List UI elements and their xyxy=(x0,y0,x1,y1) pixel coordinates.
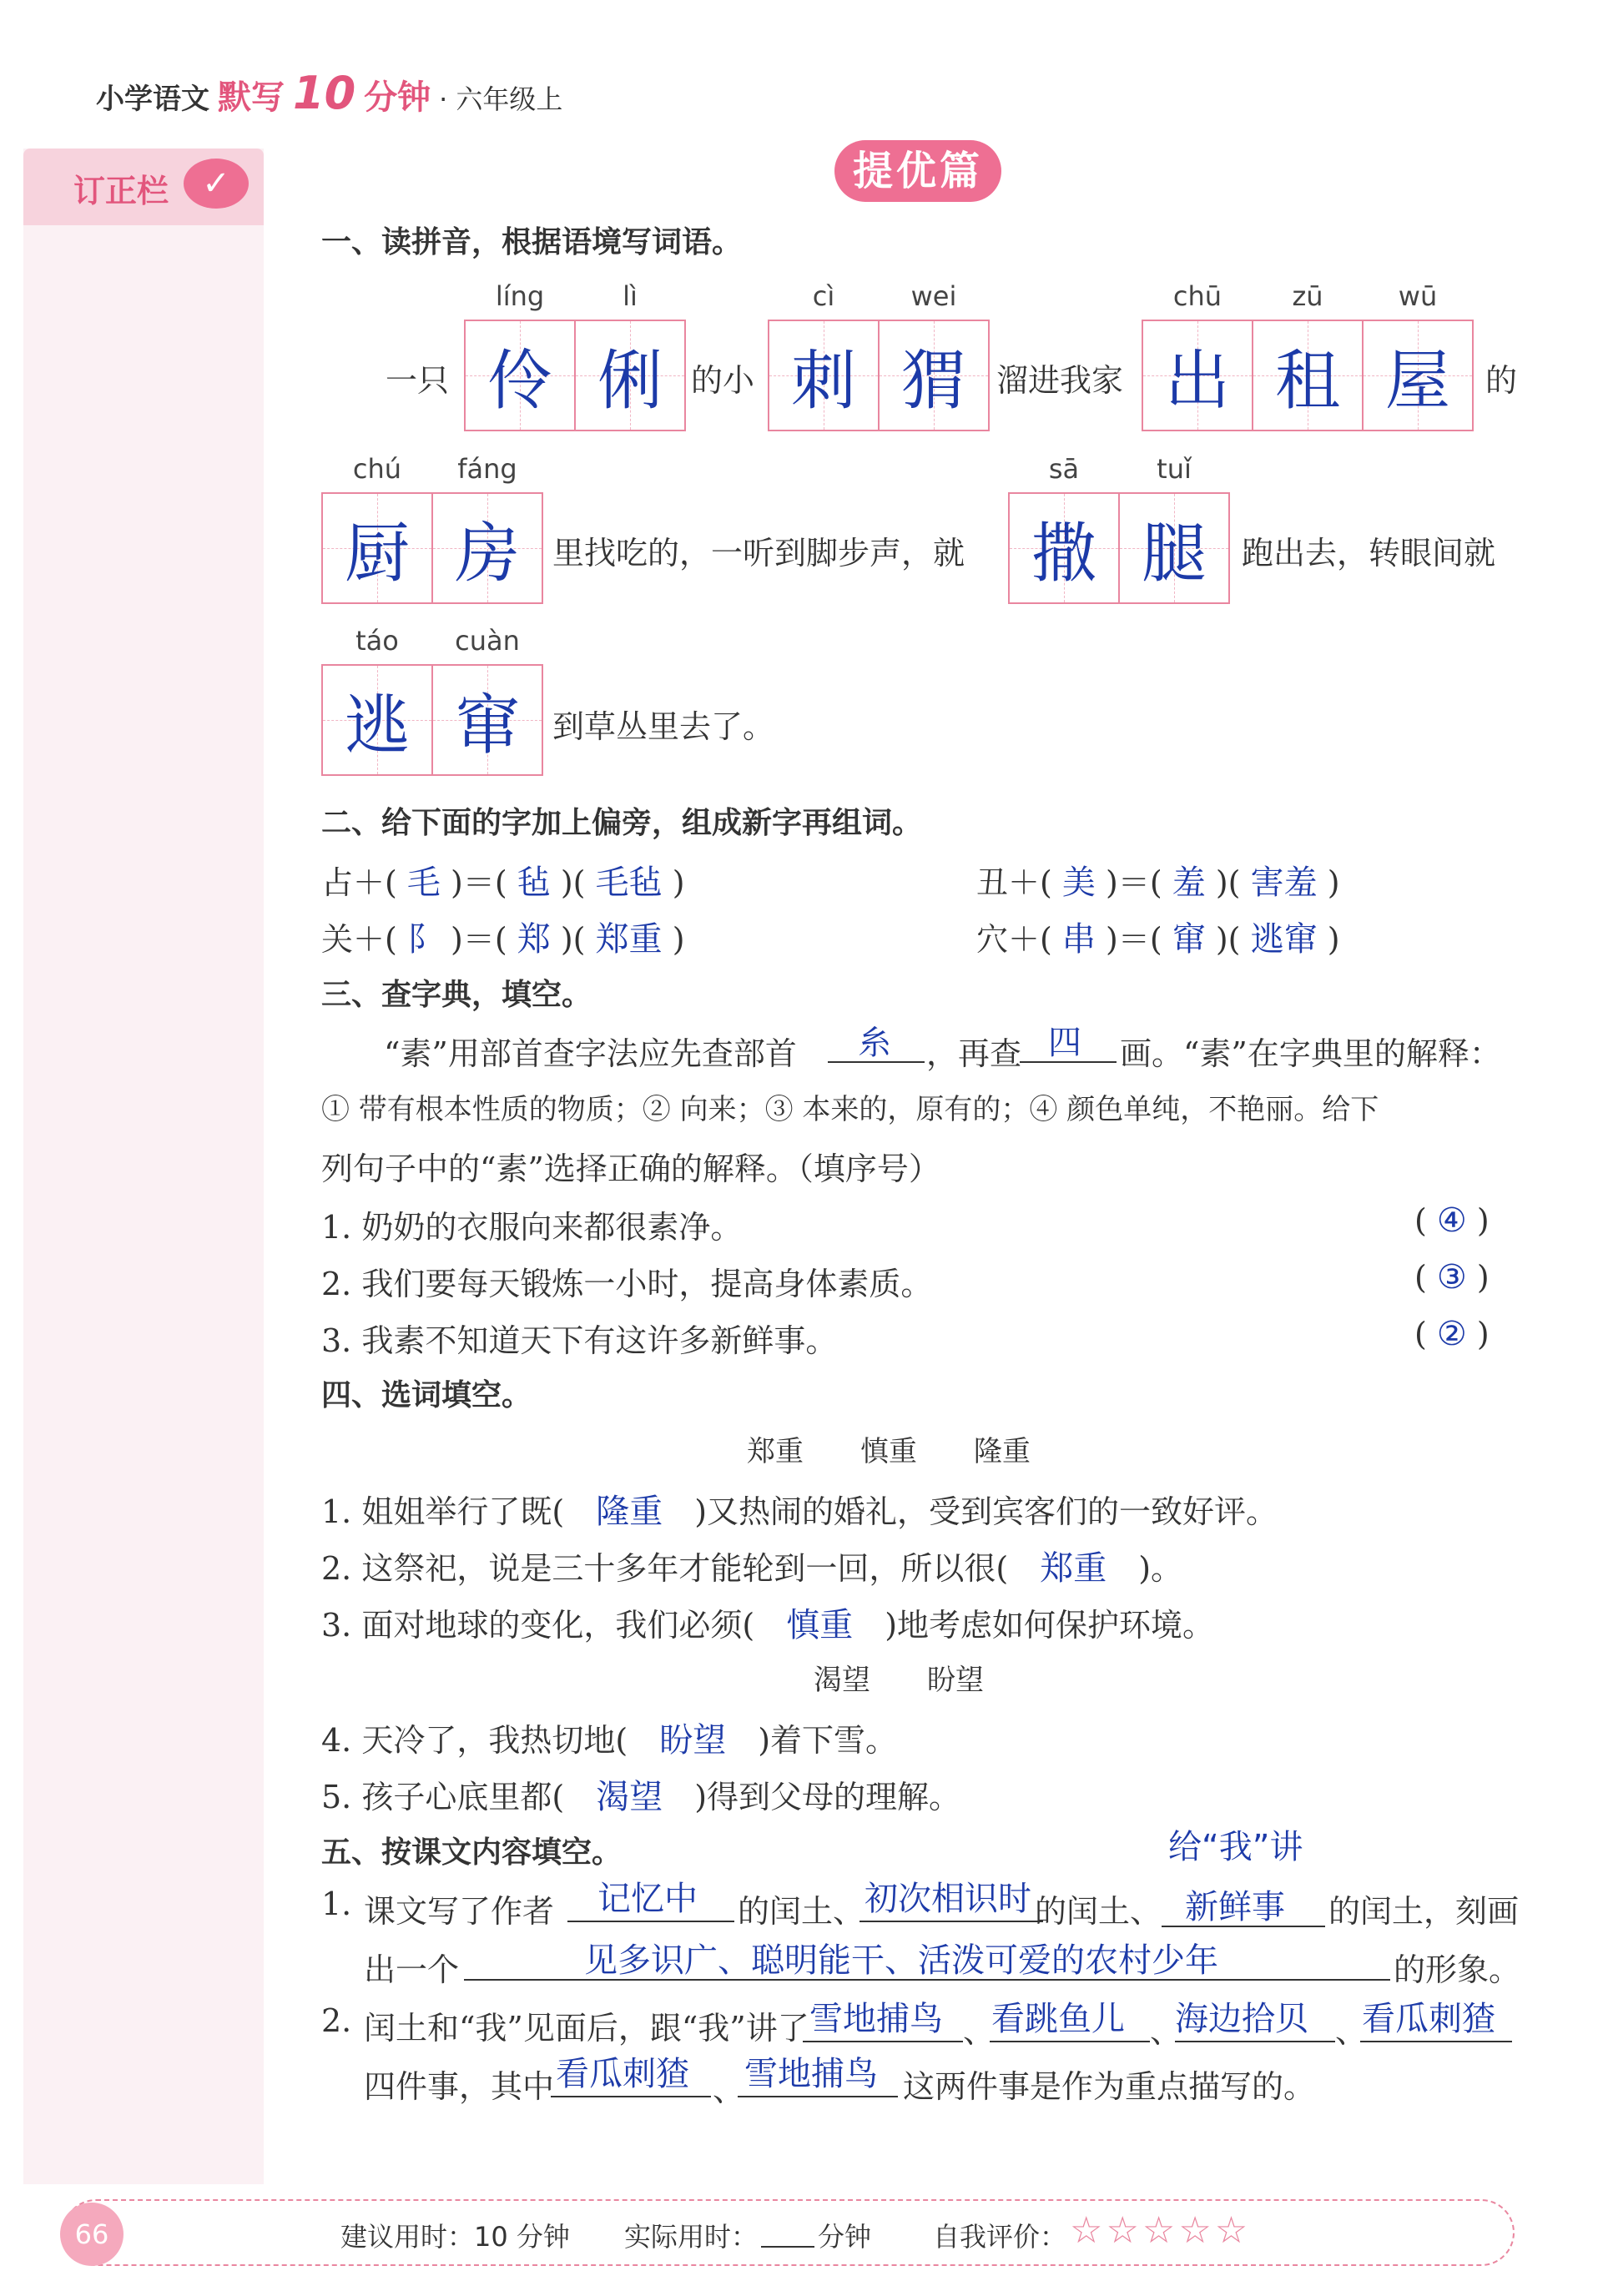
s4-options-2: 渴望 盼望 xyxy=(814,1664,984,1697)
s5-l4b: 这两件事是作为重点描写的。 xyxy=(903,2068,1316,2105)
actual-time-label: 实际用时： xyxy=(624,2221,759,2253)
s3-item-1-answer: ( ④ ) xyxy=(1414,1201,1490,1240)
s1-title: 一、读拼音，根据语境写词语。 xyxy=(321,225,743,259)
answer: 看瓜刺猹 xyxy=(1362,2000,1495,2038)
answer: 新鲜事 xyxy=(1185,1888,1285,1926)
answer: 逃窜 xyxy=(1250,920,1318,959)
s4-options-1: 郑重 慎重 隆重 xyxy=(747,1435,1031,1468)
s3-p1b: ，再查 xyxy=(926,1035,1022,1072)
answer-char: 刺 xyxy=(790,344,856,419)
s1-mid3: 里找吃的，一听到脚步声，就 xyxy=(552,535,965,571)
answer-char: 租 xyxy=(1274,344,1340,419)
correction-label: 订正栏 xyxy=(73,173,169,209)
s4-item-4: 4. 天冷了，我热切地( 盼望 )着下雪。 xyxy=(321,1721,898,1760)
char-box xyxy=(431,664,543,776)
sep: 、 xyxy=(713,2072,745,2108)
s5-l2b: 的形象。 xyxy=(1394,1951,1521,1988)
s5-title: 五、按课文内容填空。 xyxy=(321,1835,623,1870)
answer: 雪地捕鸟 xyxy=(809,2000,943,2038)
pinyin: tuǐ xyxy=(1157,453,1192,485)
blank-line xyxy=(761,2246,814,2248)
correction-sidebar xyxy=(23,149,264,2184)
book-header xyxy=(96,67,562,119)
answer-char: 俐 xyxy=(597,344,663,419)
s2-title: 二、给下面的字加上偏旁，组成新字再组词。 xyxy=(321,806,923,840)
star-rating-icon[interactable]: ☆☆☆☆☆ xyxy=(1070,2209,1252,2252)
answer: 毛 xyxy=(406,864,441,902)
pinyin: chú xyxy=(352,453,402,485)
answer: 毛毡 xyxy=(595,864,663,902)
blank-line xyxy=(567,1921,734,1922)
answer-char: 窜 xyxy=(454,688,520,763)
s2-item-3: 关＋( 阝 )＝( 郑 )( 郑重 ) xyxy=(321,920,685,959)
blank-line xyxy=(803,2041,963,2042)
answer: 郑 xyxy=(517,920,551,959)
header-subject: 小学语文 xyxy=(96,83,209,116)
s2-item-1: 占＋( 毛 )＝( 毡 )( 毛毡 ) xyxy=(321,864,685,902)
header-grade: 六年级上 xyxy=(456,83,563,115)
blank-line xyxy=(990,2041,1150,2042)
answer: 记忆中 xyxy=(597,1880,698,1918)
s5-l1a: 课文写了作者 xyxy=(364,1893,555,1930)
blank-line xyxy=(1360,2041,1512,2042)
s3-item-2: 2. 我们要每天锻炼一小时，提高身体素质。 xyxy=(321,1266,933,1302)
answer: 雪地捕鸟 xyxy=(744,2055,878,2093)
answer-char: 逃 xyxy=(344,688,410,763)
s4-title: 四、选词填空。 xyxy=(321,1378,532,1412)
s1-row1-end: 的 xyxy=(1485,362,1518,399)
pinyin: líng xyxy=(495,280,545,312)
sep: 、 xyxy=(1150,2013,1182,2050)
answer: 郑重 xyxy=(595,920,663,959)
pinyin: cuàn xyxy=(455,625,520,657)
pinyin: wū xyxy=(1398,280,1438,312)
pinyin: cì xyxy=(812,280,835,312)
s3-p3: 列句子中的“素”选择正确的解释。（填序号） xyxy=(321,1151,940,1187)
blank-line xyxy=(1175,2041,1335,2042)
s5-l1d: 的闰土，刻画 xyxy=(1328,1893,1520,1930)
pinyin: táo xyxy=(355,625,399,657)
header-dot: · xyxy=(439,83,448,115)
answer-char: 猬 xyxy=(900,344,966,419)
char-box xyxy=(321,492,433,604)
pinyin: fáng xyxy=(457,453,517,485)
char-box xyxy=(1118,492,1230,604)
s2-item-2: 丑＋( 美 )＝( 羞 )( 害羞 ) xyxy=(976,864,1340,902)
s1-mid2: 溜进我家 xyxy=(996,362,1124,399)
answer: 四 xyxy=(1048,1024,1081,1062)
section-badge: 提优篇 xyxy=(834,140,1001,202)
actual-time-unit: 分钟 xyxy=(818,2221,872,2253)
pinyin: lì xyxy=(623,280,638,312)
s1-row3-end: 到草丛里去了。 xyxy=(552,708,775,745)
answer: 看跳鱼儿 xyxy=(991,2000,1125,2038)
answer: 毡 xyxy=(517,864,551,902)
pinyin: chū xyxy=(1172,280,1222,312)
char-box xyxy=(1008,492,1120,604)
answer-note: 给“我”讲 xyxy=(1168,1828,1303,1866)
s3-p1c: 画。“素”在字典里的解释： xyxy=(1120,1035,1501,1072)
answer: 窜 xyxy=(1172,920,1206,959)
answer-char: 厨 xyxy=(344,516,410,592)
pinyin: sā xyxy=(1048,453,1080,485)
s3-item-3-answer: ( ② ) xyxy=(1414,1315,1490,1353)
answer: 串 xyxy=(1061,920,1096,959)
s4-item-5: 5. 孩子心底里都( 渴望 )得到父母的理解。 xyxy=(321,1778,961,1816)
s3-item-3: 3. 我素不知道天下有这许多新鲜事。 xyxy=(321,1322,838,1359)
s5-l1c: 的闰土、 xyxy=(1035,1893,1162,1930)
self-eval-label: 自我评价： xyxy=(933,2221,1067,2253)
blank-line xyxy=(738,2096,898,2097)
footer-bar xyxy=(63,2199,1515,2266)
header-brand-num: 10 xyxy=(293,67,356,119)
answer-char: 屋 xyxy=(1384,344,1450,419)
pinyin: zū xyxy=(1292,280,1323,312)
answer-char: 房 xyxy=(454,516,520,592)
s4-item-1: 1. 姐姐举行了既( 隆重 )又热闹的婚礼，受到宾客们的一致好评。 xyxy=(321,1493,1278,1531)
answer: 美 xyxy=(1061,864,1096,902)
s3-item-1: 1. 奶奶的衣服向来都很素净。 xyxy=(321,1209,743,1246)
answer: 海边拾贝 xyxy=(1175,2000,1308,2038)
s3-item-2-answer: ( ③ ) xyxy=(1414,1258,1490,1297)
header-brand-b: 分钟 xyxy=(364,78,431,117)
answer: 糸 xyxy=(858,1024,891,1062)
suggested-time: 建议用时：10 分钟 xyxy=(340,2221,570,2253)
char-box xyxy=(1252,320,1364,431)
s5-l3-num: 2. xyxy=(321,2002,352,2039)
s5-l1b: 的闰土、 xyxy=(738,1893,865,1930)
sep: 、 xyxy=(963,2013,996,2050)
answer-char: 伶 xyxy=(486,344,552,419)
s2-item-4: 穴＋( 串 )＝( 窜 )( 逃窜 ) xyxy=(976,920,1340,959)
s4-item-3: 3. 面对地球的变化，我们必须( 慎重 )地考虑如何保护环境。 xyxy=(321,1606,1215,1644)
s1-row2-end: 跑出去，转眼间就 xyxy=(1242,535,1496,571)
header-brand-a: 默写 xyxy=(218,78,285,117)
s3-p1a: “素”用部首查字法应先查部首 xyxy=(384,1035,797,1072)
char-box xyxy=(431,492,543,604)
answer: 羞 xyxy=(1172,864,1206,902)
answer: 初次相识时 xyxy=(865,1880,1031,1918)
s1-row1-pre: 一只 xyxy=(386,362,450,399)
check-icon: ✓ xyxy=(184,159,249,209)
char-box xyxy=(464,320,576,431)
answer: 阝 xyxy=(406,920,441,959)
s5-l4a: 四件事，其中 xyxy=(364,2068,555,2105)
char-box xyxy=(768,320,880,431)
blank-line xyxy=(551,2096,711,2097)
answer-char: 出 xyxy=(1164,344,1230,419)
char-box xyxy=(574,320,686,431)
answer: 见多识广、聪明能干、活泼可爱的农村少年 xyxy=(584,1941,1218,1980)
answer: 害羞 xyxy=(1250,864,1318,902)
s3-title: 三、查字典，填空。 xyxy=(321,978,592,1012)
answer-char: 腿 xyxy=(1141,516,1207,592)
pinyin: wei xyxy=(910,280,957,312)
blank-line xyxy=(859,1921,1043,1922)
answer-char: 撒 xyxy=(1031,516,1096,592)
char-box xyxy=(1362,320,1474,431)
char-box xyxy=(878,320,990,431)
s1-mid1: 的小 xyxy=(691,362,755,399)
s5-l3a: 闰土和“我”见面后，跟“我”讲了 xyxy=(364,2010,809,2047)
answer: 看瓜刺猹 xyxy=(556,2055,689,2093)
s4-item-2: 2. 这祭祀，说是三十多年才能轮到一回，所以很( 郑重 )。 xyxy=(321,1549,1183,1588)
char-box xyxy=(1142,320,1253,431)
s5-l1-num: 1. xyxy=(321,1886,352,1922)
char-box xyxy=(321,664,433,776)
s3-p2: ① 带有根本性质的物质；② 向来；③ 本来的，原有的；④ 颜色单纯，不艳丽。给下 xyxy=(321,1093,1379,1126)
s5-l2a: 出一个 xyxy=(364,1951,460,1988)
sep: 、 xyxy=(1335,2013,1368,2050)
page-number: 66 xyxy=(60,2203,124,2266)
